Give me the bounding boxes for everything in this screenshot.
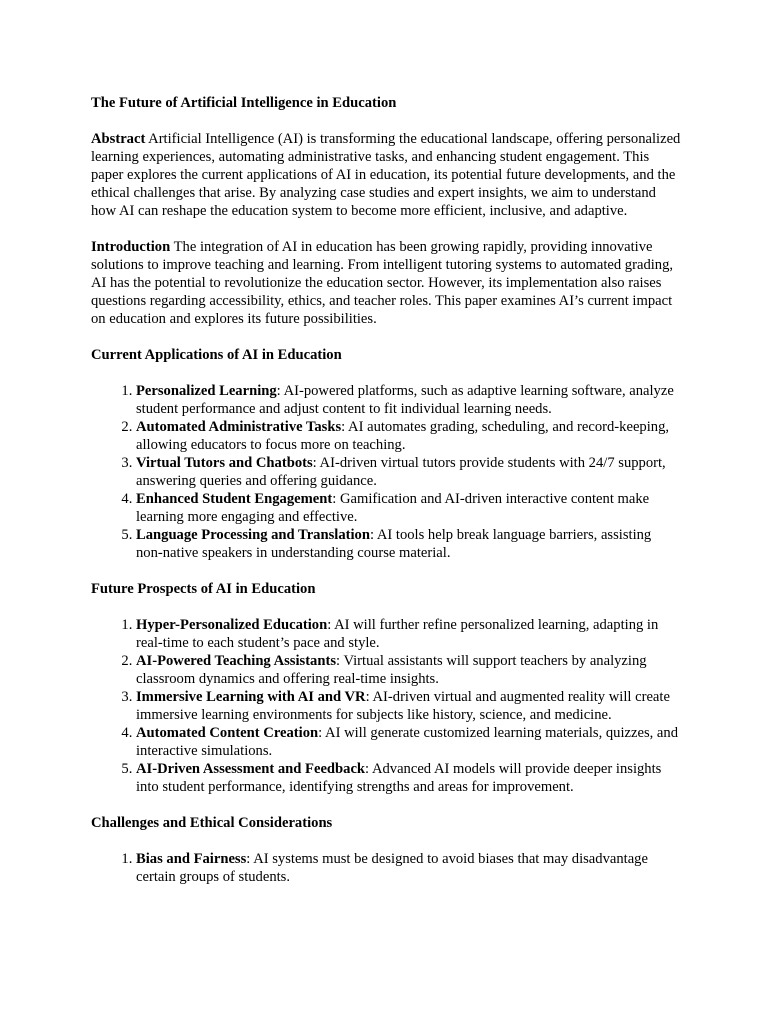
list-item-term: Bias and Fairness: [136, 851, 247, 867]
list-item-text: : AI-powered platforms, such as adaptive learning software, analyze student performance and adjust content to fit individual learning needs.: [136, 383, 674, 417]
introduction-paragraph: [91, 238, 681, 328]
list-item-text: : AI automates grading, scheduling, and record-keeping, allowing educators to focus more on teaching.: [136, 419, 670, 453]
list-item-text: : AI will further refine personalized learning, adapting in real-time to each student’s pace and style.: [136, 617, 659, 651]
document-title: The Future of Artificial Intelligence in Education: [91, 95, 397, 111]
future-prospects-heading: Future Prospects of AI in Education: [91, 581, 316, 597]
abstract-paragraph: [91, 130, 681, 220]
list-item-text: : Advanced AI models will provide deeper insights into student performance, identifying strengths and areas for improvement.: [136, 761, 662, 795]
list-item-text: : Virtual assistants will support teachers by analyzing classroom dynamics and offering real-time insights.: [136, 653, 647, 687]
list-item-term: AI-Powered Teaching Assistants: [136, 653, 337, 669]
abstract-text: Artificial Intelligence (AI) is transforming the educational landscape, offering personalized learning experiences, automating administrative tasks, and enhancing student engagement. This paper explores the current applications of AI in education, its potential future developments, and the ethical challenges that arise. By analyzing case studies and expert insights, we aim to understand how AI can reshape the education system to become more efficient, inclusive, and adaptive.: [91, 131, 681, 219]
list-item: [136, 760, 681, 796]
challenges-heading: Challenges and Ethical Considerations: [91, 815, 333, 831]
challenges-list: [91, 850, 681, 886]
list-item-text: : AI will generate customized learning materials, quizzes, and interactive simulations.: [136, 725, 678, 759]
current-applications-heading: Current Applications of AI in Education: [91, 347, 342, 363]
list-item: [136, 526, 681, 562]
list-item-term: Personalized Learning: [136, 383, 277, 399]
introduction-lead: Introduction: [91, 239, 171, 255]
list-item-text: : AI-driven virtual and augmented reality will create immersive learning environments for subjects like history, science, and medicine.: [136, 689, 670, 723]
list-item-term: Automated Content Creation: [136, 725, 319, 741]
list-item: [136, 616, 681, 652]
list-item: [136, 490, 681, 526]
list-item-term: Automated Administrative Tasks: [136, 419, 342, 435]
list-item-term: Enhanced Student Engagement: [136, 491, 333, 507]
list-item: [136, 454, 681, 490]
list-item-text: : AI-driven virtual tutors provide students with 24/7 support, answering queries and offering guidance.: [136, 455, 666, 489]
introduction-text: The integration of AI in education has been growing rapidly, providing innovative solutions to improve teaching and learning. From intelligent tutoring systems to automated grading, AI has the potential to revolutionize the education sector. However, its implementation also raises questions regarding accessibility, ethics, and teacher roles. This paper examines AI’s current impact on education and explores its future possibilities.: [91, 239, 674, 327]
document-page: [91, 94, 681, 904]
list-item-term: Immersive Learning with AI and VR: [136, 689, 366, 705]
list-item-text: : AI systems must be designed to avoid biases that may disadvantage certain groups of students.: [136, 851, 648, 885]
list-item-term: AI-Driven Assessment and Feedback: [136, 761, 366, 777]
list-item-term: Hyper-Personalized Education: [136, 617, 328, 633]
current-applications-list: [91, 382, 681, 562]
list-item: [136, 418, 681, 454]
abstract-lead: Abstract: [91, 131, 146, 147]
list-item: [136, 850, 681, 886]
list-item-term: Virtual Tutors and Chatbots: [136, 455, 313, 471]
future-prospects-list: [91, 616, 681, 796]
list-item: [136, 724, 681, 760]
list-item: [136, 382, 681, 418]
list-item-text: : Gamification and AI-driven interactive content make learning more engaging and effective.: [136, 491, 650, 525]
list-item-term: Language Processing and Translation: [136, 527, 370, 543]
list-item: [136, 652, 681, 688]
list-item: [136, 688, 681, 724]
list-item-text: : AI tools help break language barriers, assisting non-native speakers in understanding course material.: [136, 527, 652, 561]
